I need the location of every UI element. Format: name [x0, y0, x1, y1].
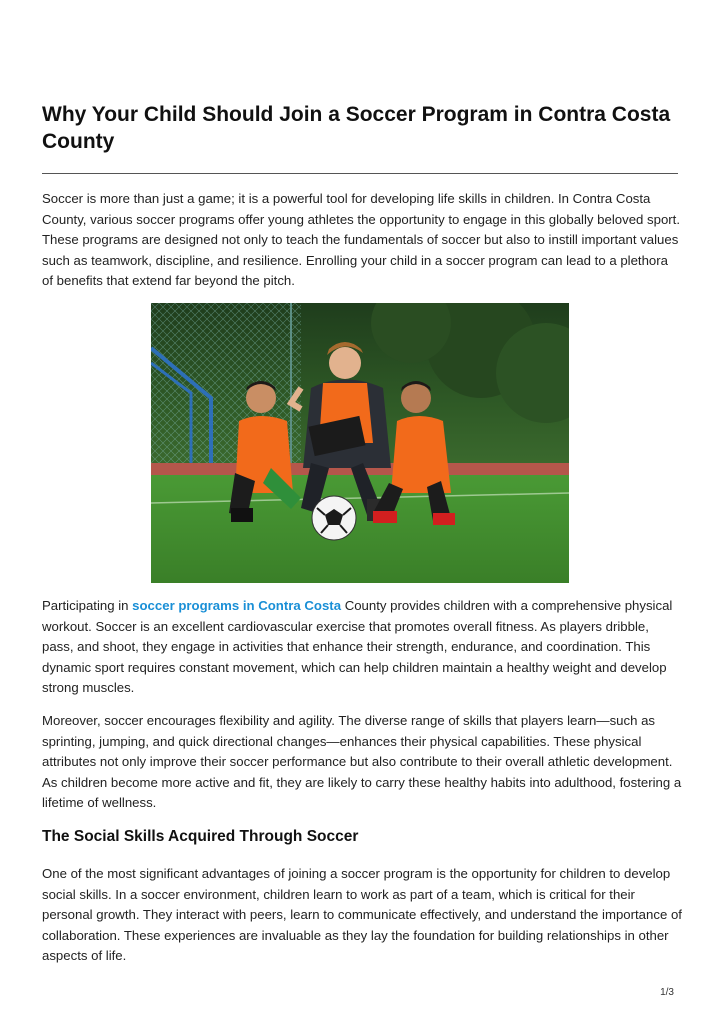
intro-paragraph: Soccer is more than just a game; it is a powerful tool for developing life skills in children. In Contra Costa County, various soccer programs offer young athletes the opportunity to engage in this globally beloved sport. These programs are designed not only to teach the fundamentals of soccer but also to instill important values such as teamwork, discipline, and resilience. Enrolling your child in a soccer program can lead to a plethora of benefits that extend far beyond the pitch. [42, 191, 681, 288]
physical-benefits-paragraph [42, 596, 682, 699]
social-skills-heading: The Social Skills Acquired Through Soccer [42, 828, 359, 845]
flexibility-paragraph: Moreover, soccer encourages flexibility and agility. The diverse range of skills that players learn—such as sprinting, jumping, and quick directional changes—enhances their physical capabilities. These physical attributes not only improve their soccer performance but also contribute to their overall athletic development. As children become more active and fit, they are likely to carry these healthy habits into adulthood, fostering a lifetime of wellness. [42, 713, 682, 810]
physical-text-start: Participating in [42, 598, 133, 613]
social-skills-paragraph: One of the most significant advantages of joining a soccer program is the opportunity for children to develop social skills. In a soccer environment, children learn to work as part of a team, which is critical for their personal growth. They interact with peers, learn to communicate effectively, and understand the importance of collaboration. These experiences are invaluable as they lay the foundation for building relationships in other aspects of life. [42, 866, 682, 963]
soccer-programs-link[interactable]: soccer programs in Contra Costa [132, 598, 342, 613]
page-number: 1/3 [660, 987, 674, 998]
article-title: Why Your Child Should Join a Soccer Program in Contra Costa County [42, 103, 671, 153]
title-divider [42, 173, 678, 174]
soccer-coaching-photo [151, 303, 569, 583]
physical-text-end: County provides children with a comprehensive physical workout. Soccer is an excellent cardiovascular exercise that promotes overall fitness. As players dribble, pass, and shoot, they engage in activities that enhance their strength, endurance, and coordination. This dynamic sport requires constant movement, which can help children maintain a healthy weight and develop strong muscles. [42, 598, 673, 695]
